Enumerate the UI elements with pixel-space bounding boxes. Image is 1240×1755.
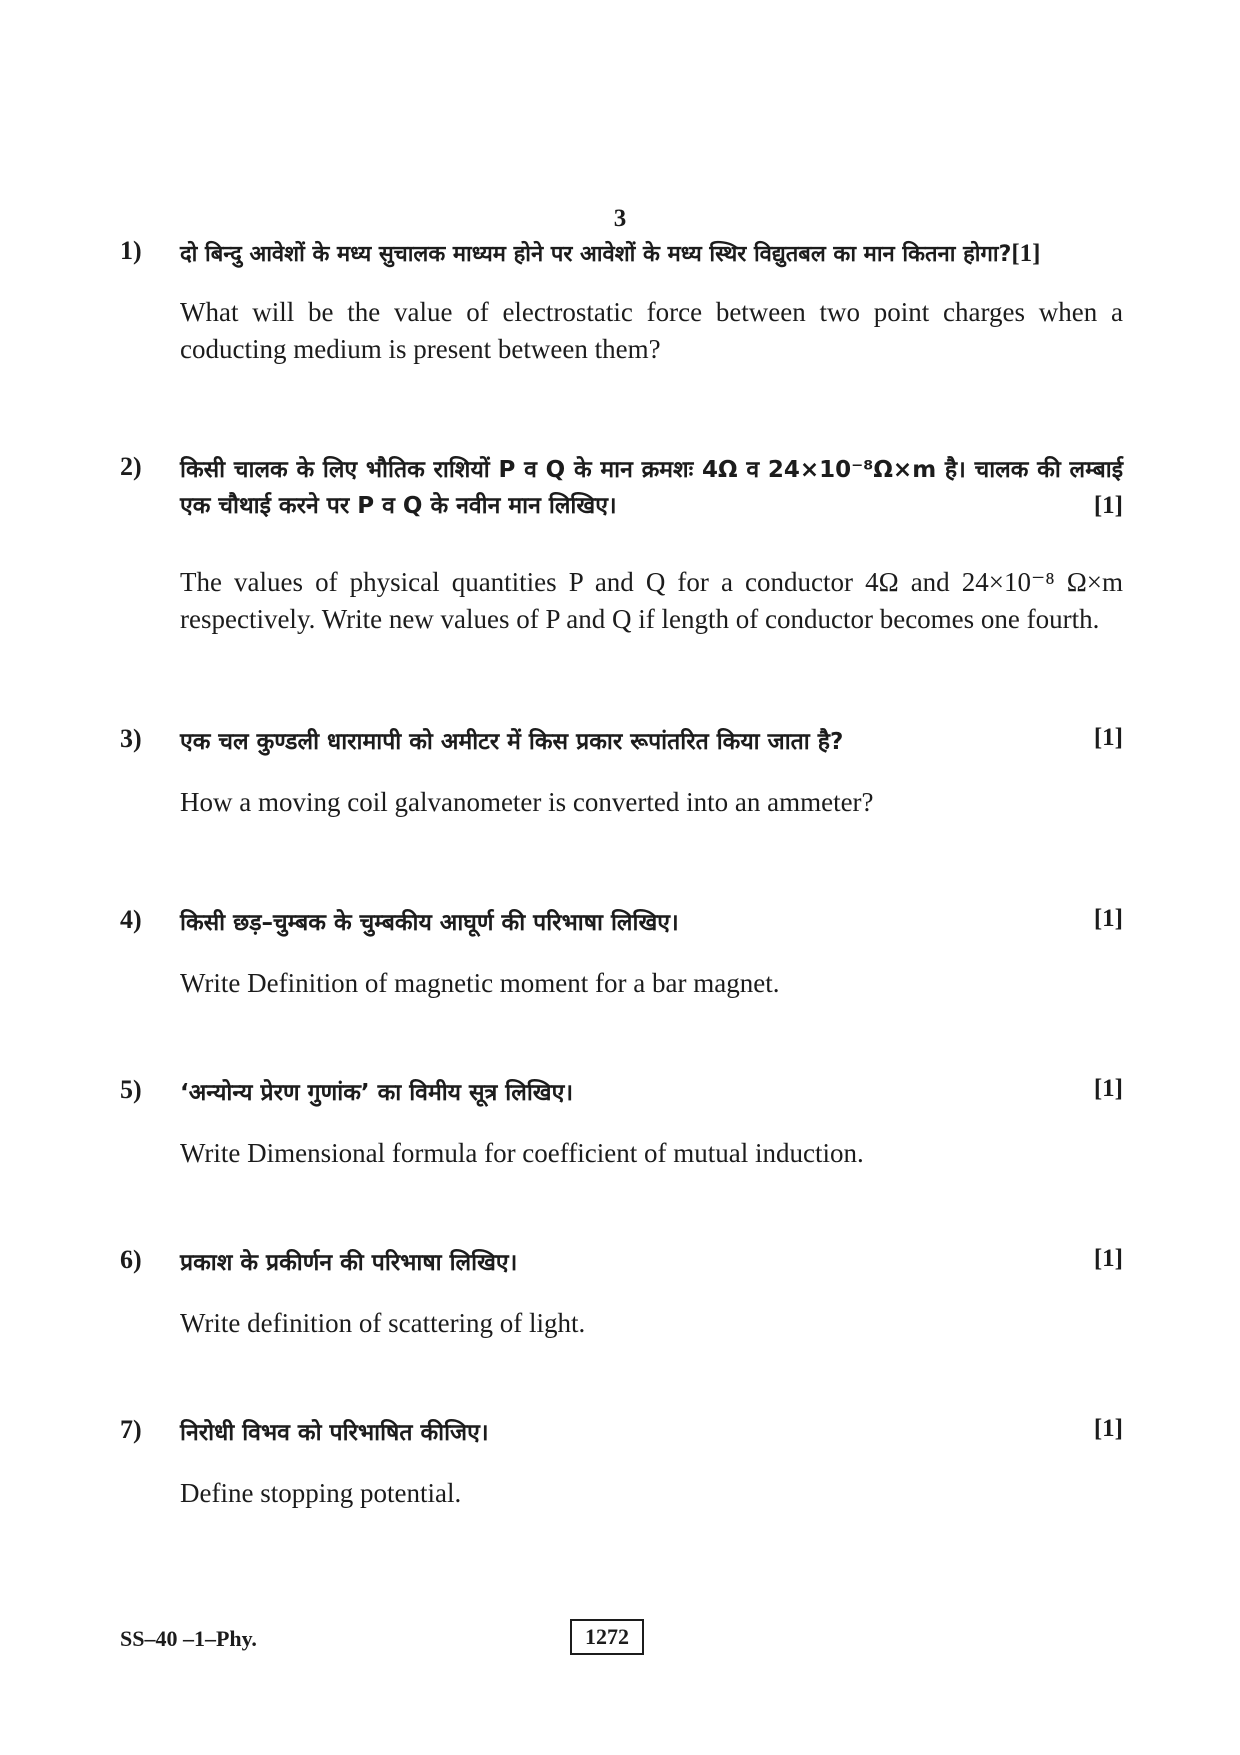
question-english: Write definition of scattering of light. — [180, 1308, 586, 1338]
question-marks: [1] — [1093, 1075, 1123, 1102]
question-marks: [1] — [1093, 1415, 1123, 1442]
paper-code: SS–40 –1–Phy. — [120, 1626, 257, 1651]
question-number: 7) — [120, 1415, 142, 1444]
question-number: 5) — [120, 1075, 142, 1104]
question-number: 4) — [120, 905, 142, 934]
question-hindi — [180, 724, 1123, 760]
question-english: Write Definition of magnetic moment for a bar magnet. — [180, 968, 780, 998]
question-english: What will be the value of electrostatic force between two point charges when a coducting medium is present between them? — [180, 297, 1123, 364]
question-english: How a moving coil galvanometer is converted into an ammeter? — [180, 787, 874, 817]
question-hindi — [180, 1075, 1123, 1111]
question-hindi — [180, 452, 1123, 524]
question-hindi — [180, 905, 1123, 941]
question-marks: [1] — [1011, 240, 1041, 267]
question-hindi — [180, 236, 1123, 273]
question-marks: [1] — [1093, 905, 1123, 932]
question-number: 1) — [120, 236, 142, 265]
question-number: 3) — [120, 724, 142, 753]
question-marks: [1] — [1093, 724, 1123, 751]
question-hindi-text: दो बिन्दु आवेशों के मध्य सुचालक माध्यम होने पर आवेशों के मध्य स्थिर विद्युतबल का मान कितना होगा? — [180, 242, 1012, 267]
question-english: Define stopping potential. — [180, 1478, 462, 1508]
question-hindi-text: ‘अन्योन्य प्रेरण गुणांक’ का विमीय सूत्र लिखिए। — [180, 1080, 574, 1106]
question-number: 6) — [120, 1245, 142, 1274]
page-number: 3 — [613, 205, 627, 232]
question-hindi-text: प्रकाश के प्रकीर्णन की परिभाषा लिखिए। — [180, 1250, 518, 1276]
question-number: 2) — [120, 452, 142, 481]
question-hindi-text: निरोधी विभव को परिभाषित कीजिए। — [180, 1420, 489, 1446]
question-marks: [1] — [1093, 1245, 1123, 1272]
question-hindi-text: एक चल कुण्डली धारामापी को अमीटर में किस प्रकार रूपांतरित किया जाता है? — [180, 729, 844, 755]
question-english: Write Dimensional formula for coefficient of mutual induction. — [180, 1138, 864, 1168]
question-hindi — [180, 1245, 1123, 1281]
question-marks: [1] — [1093, 492, 1123, 519]
question-hindi-text: किसी छड़–चुम्बक के चुम्बकीय आघूर्ण की परिभाषा लिखिए। — [180, 910, 679, 936]
question-english: The values of physical quantities P and Q for a conductor 4Ω and 24×10⁻⁸ Ω×m respectively. Write new values of P and Q if length of conductor becomes one fourth. — [180, 567, 1123, 634]
question-hindi — [180, 1415, 1123, 1451]
question-hindi-text: किसी चालक के लिए भौतिक राशियों P व Q के मान क्रमशः 4Ω व 24×10⁻⁸Ω×m है। चालक की लम्बाई एक चौथाई करने पर P व Q के नवीन मान लिखिए। — [180, 457, 1123, 519]
paper-number-box: 1272 — [570, 1619, 644, 1655]
